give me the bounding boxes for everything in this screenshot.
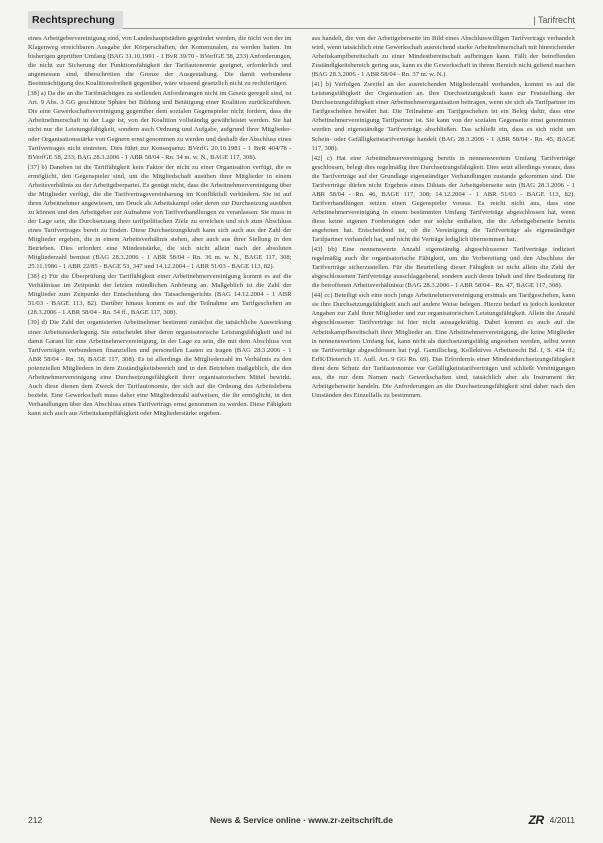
right-column: [312, 34, 576, 803]
section-subtitle: | Tarifrecht: [533, 15, 575, 25]
paragraph: [39] d) Die Zahl der organisierten Arbeitnehmer bestimmt zunächst die tatsächliche Auswirkung einer Arbeitsniederlegung. Sie entscheidet über deren organisatorische Leistungsfähigkeit und ist damit Garant für eine Arbeitnehmervereinigung, in der Lage zu sein, die mit dem Abschluss von Tarifverträgen verbundenen finanziellen und personellen Lasten zu tragen (BAG 28.3.2006 - 1 ABR 58/04 - Rn. 36, BAGE 117, 308). Es ist allerdings die Mitgliederzahl im Verhältnis zu den potenziellen Mitgliedern in dem Zuständigkeitsbereich und in den Betrieben maßgeblich, die den Arbeitnehmervereinigung eine Durchsetzungsfähigkeit ihrer organisatorischen Mittel bewirkt. Auch diese dienen dem Zweck der Tarifautonomie, der sich auf die Ordnung des Arbeitslebens bezieht. Eine Gewerkschaft muss daher eine Mitgliederzahl aufweisen, die ihr ermöglicht, in den Verhandlungen über den Abschluss eines Tarifvertrags ernst genommen zu werden. Diese Fähigkeit kann sich auch aus Arbeitskampffähigkeit oder Mitgliederstärke ergeben.: [28, 319, 292, 417]
paragraph: aus handelt, die von der Arbeitgeberseite im Bild eines Abschlusswilligen Tarifvertrags verhandelt wird, wenn tatsächlich eine Gewerkschaft ausreichend starke Arbeitnehmerschaft mit hinreichender Arbeitskampfbereitschaft zu einer Mindestbereitschaft aufbringen kann. Fällt der betreffenden Zuständigkeitsbereich gering aus, kann es die Gewerkschaft in ihrem Bereich nicht geltend machen (BAG 28.3.2006 - 1 ABR 58/04 - Rn. 37 m. w. N.).: [311, 35, 575, 79]
paragraph: [38] c) Für die Überprüfung der Tariffähigkeit einer Arbeitnehmervereinigung kommt es auf die Verhältnisse im Zeitpunkt der letzten mündlichen Anhörung an. Maßgeblich ist die Zahl der Mitglieder zum Zeitpunkt der Entscheidung des Tatsachengerichts (BAG 14.12.2004 - 1 ABR 51/03 - BAGE 113, 82). Darüber hinaus kommt es auf die Teilnahme am Tarifgeschehen an (28.3.2006 - 1 ABR 58/04 - Rn. 54 ff., BAGE 117, 308).: [28, 273, 292, 317]
paragraph: [38] a) Da die an die Tarifmächtigen zu stellenden Anforderungen nicht im Gesetz geregelt sind, ist Art. 9 Abs. 3 GG geschützte Sphäre bei Bildung und Betätigung einer Koalition zurückzuführen. Die eine Gewerkschaftsvereinigung gegenüber dem sozialen Gegenspieler nicht fordern, dass die Arbeitnehmerschaft in der Lage ist, von der Koalition vollständig gewährleistet werden. Sie hat nicht nur die Leistungsfähigkeit, sondern auch Ordnung und Aufgabe, aufgrund ihrer Mitglieder- oder Organisationsstärke von Gegnern ernst genommen zu werden und deshalb der Abschluss eines Tarifvertrages nicht eintreten. Dies führt zur Konsequenz: BVerfG 20.10.1981 - 1 BvR 404/78 - BVerfGE 58, 233; BAG 28.3.2006 - 1 ABR 58/04 - Rn. 34 m. w. N., BAGE 117, 308).: [28, 90, 292, 161]
left-column: [28, 34, 292, 803]
footer-issue-block: [455, 813, 575, 827]
page-header: [28, 6, 575, 29]
paragraph: [44] cc) Beteiligt sich eine noch junge Arbeitnehmervereinigung erstmals am Tarifgeschehen, kann sie ihre Durchsetzungsfähigkeit auch auf andere Weise belegen. Hierzu bedarf es jedoch konkreter Angaben zur Zahl ihrer Mitglieder und zur organisatorischen Leistungsfähigkeit. Allein die Anzahl abgeschlossener Tarifverträge ist hier nicht aussagekräftig. Dabei kommt es auch auf die Arbeitskampfbereitschaft ihrer Mitglieder an. Eine Arbeitnehmervereinigung, die keine Mitglieder in nennenswertem Umfang hat, kann nicht als durchsetzungsfähig angesehen werden, selbst wenn sie Tarifverträge abgeschlossen hat (vgl. Gamillscheg, Kollektives Arbeitsrecht Bd. I, S. 434 ff.; ErfK/Dieterich 11. Aufl. Art. 9 GG Rn. 69). Das Erfordernis einer Mindestdurchsetzungsfähigkeit dient dem Schutz der Tarifautonomie vor Gefälligkeitstarifverträgen und schließt Vereinigungen aus, die nur dem Namen nach Gewerkschaften sind, tatsächlich aber als Instrument der Arbeitgeberseite handeln. Die Anforderungen an die Durchsetzungsfähigkeit sind daher nach den Umständen des Einzelfalls zu bestimmen.: [311, 292, 575, 399]
page-footer: [28, 811, 575, 829]
text-columns: [28, 34, 575, 803]
journal-logo: ZR: [528, 813, 544, 827]
section-title: Rechtsprechung: [28, 11, 123, 29]
paragraph: [37] b) Daneben ist die Tariffähigkeit kein Faktor der nicht zu einer Organisation verfügt, die es ermöglicht, den Gegenspieler sind, um die Mitgliedschaft ausüben ihrer Mitglieder in einem Arbeitsverhältnis zu der Arbeitgeberpartei. Es genügt nicht, dass die Arbeitnehmervereinigung über die Mitglieder verfügt, die die Tarifvertragsvereinbarung im Konfliktfall verhindern. Sie ist auf ihren Arbeitnehmer angewiesen, um Druck als Arbeitskampf oder deren zur Durchsetzung ausüben zu können und den Arbeitgeber zur Aufnahme von Tarifverhandlungen zu veranlassen. Sie muss in der Lage sein, die Durchsetzung ihrer tarifpolitischen Ziele zu erreichen und sich zum Abschluss eines Tarifvertrages bereit zu finden. Diese Durchsetzungskraft kann sich auch aus der Zahl der Mitglieder ergeben, die in einem Arbeitsverhältnis stehen, aber auch aus ihrer Stellung in den Betrieben. Dies erfordert eine Mindeststärke, die sich nicht allein nach der absoluten Mitgliederzahl bemisst (BAG 28.3.2006 - 1 ABR 58/04 - Rn. 36 m. w. N., BAGE 117, 308; 25.11.1986 - 1 ABR 22/85 - BAGE 53, 347 und 14.12.2004 - 1 ABR 51/03 - BAGE 113, 82).: [28, 163, 292, 271]
footer-link-text[interactable]: News & Service online · www.zr-zeitschrift.de: [210, 815, 393, 825]
issue-number: 4/2011: [549, 815, 575, 825]
paragraph: [42] c) Hat eine Arbeitnehmervereinigung bereits in nennenswertem Umfang Tarifverträge geschlossen, belegt dies regelmäßig ihre Durchsetzungsfähigkeit. Dies setzt allerdings voraus, dass die Tarifverträge auf der Grundlage eigenständiger Verhandlungen zustande gekommen sind. Die Tarifverträge dürfen nicht Ergebnis eines Diktats der Arbeitgeberseite sein (BAG 28.3.2006 - 1 ABR 58/04 - Rn. 46, BAGE 117, 308; 14.12.2004 - 1 ABR 51/03 - BAGE 113, 82). Tarifverhandlungen setzen einen Gegenspieler voraus. Es reicht nicht aus, dass eine Arbeitnehmervereinigung in einem bestimmten Umfang Tarifverträge abgeschlossen hat, wenn diese keine eigenen Forderungen oder nur solche enthalten, die die Arbeitgeberseite bereits angeboten hat. Entscheidend ist, ob die Vereinigung die Tarifverträge als eigenständiger Tarifpartner verhandelt hat, und nicht die Verträge lediglich übernommen hat.: [311, 154, 575, 244]
page-number: 212: [28, 815, 43, 825]
paragraph: [43] bb) Eine nennenswerte Anzahl eigenständig abgeschlossener Tarifverträge indiziert regelmäßig auch die organisatorische Fähigkeit, um die Vorbereitung und den Abschluss der Tarifverträge sicherzustellen. Für die Beurteilung dieser Fähigkeit ist nicht allein die Zahl der abgeschlossenen Tarifverträge ausschlaggebend, sondern auch deren Inhalt und ihre Bedeutung für die betroffenen Arbeitsverhältnisse (BAG 28.3.2006 - 1 ABR 58/04 - Rn. 47, BAGE 117, 308).: [311, 246, 575, 290]
paragraph: [41] b) Verfolgen Zweifel an der ausreichenden Mitgliederzahl vorhanden, kommt es auf die Leistungsfähigkeit der Organisation an. Ihre Durchsetzungskraft kann zur Feststellung der Durchsetzungsfähigkeit einer Arbeitnehmerorganisation beitragen, wenn sie sich als Tarifpartner im Tarifgeschehen bewährt hat. Die Teilnahme am Tarifgeschehen ist ein Beleg dafür, dass eine Arbeitnehmervereinigung Tarifpartner ist. Sie kann von der sozialen Gegenseite ernst genommen werden und eigenständige Tarifverträge abschließen. Das schließt ein, dass es sich nicht um Schein- oder Gefälligkeitstarifverträge handelt (BAG 28.3.2006 - 1 ABR 58/04 - Rn. 45, BAGE 117, 308).: [311, 81, 575, 152]
paragraph: eines Arbeitgebervereinigung sind, von Landeshauptstädten gegründet werden, die nicht von der im Klagenweg erreichbaren Ausgabe der Körperschaften, der Kommunalen, zu werden hatten. Im bisherigen geprüften Umfang (BAG 31.10.1991 - 1 BvR 39/70 - BVerfGE 58, 233) Anforderungen, die nicht zur Sicherung der Funktionsfähigkeit der Tarifautonomie geeignet, erforderlich und angemessen sind, überschreiten die Grenze der Ausgestaltung. Die damit verbundene Beeinträchtigung des Koalitionsfreiheit gegenüber, wäre wissend gesetzlich nicht zu rechtfertigen.: [28, 35, 292, 88]
